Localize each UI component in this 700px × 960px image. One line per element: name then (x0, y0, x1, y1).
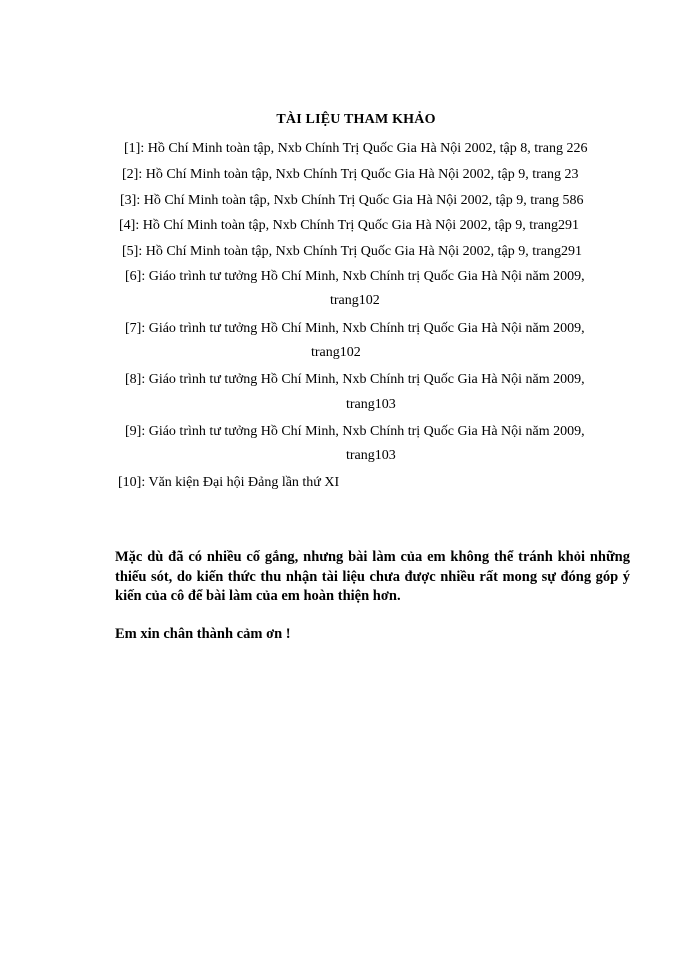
references-heading: TÀI LIỆU THAM KHẢO (276, 112, 436, 127)
reference-10: [10]: Văn kiện Đại hội Đảng lần thứ XI (118, 475, 340, 490)
reference-5: [5]: Hồ Chí Minh toàn tập, Nxb Chính Trị Quốc Gia Hà Nội 2002, tập 9, trang291 (122, 244, 583, 259)
reference-9-continuation: trang103 (346, 448, 396, 463)
reference-9: [9]: Giáo trình tư tưởng Hồ Chí Minh, Nxb Chính trị Quốc Gia Hà Nội năm 2009, (125, 424, 585, 439)
reference-2: [2]: Hồ Chí Minh toàn tập, Nxb Chính Trị Quốc Gia Hà Nội 2002, tập 9, trang 23 (122, 167, 579, 182)
reference-8: [8]: Giáo trình tư tưởng Hồ Chí Minh, Nxb Chính trị Quốc Gia Hà Nội năm 2009, (125, 372, 585, 387)
reference-1: [1]: Hồ Chí Minh toàn tập, Nxb Chính Trị Quốc Gia Hà Nội 2002, tập 8, trang 226 (124, 141, 588, 156)
reference-6-continuation: trang102 (330, 293, 380, 308)
thanks-line: Em xin chân thành cảm ơn ! (115, 626, 291, 642)
reference-3: [3]: Hồ Chí Minh toàn tập, Nxb Chính Trị Quốc Gia Hà Nội 2002, tập 9, trang 586 (120, 193, 584, 208)
reference-8-continuation: trang103 (346, 397, 396, 412)
reference-4: [4]: Hồ Chí Minh toàn tập, Nxb Chính Trị Quốc Gia Hà Nội 2002, tập 9, trang291 (119, 218, 580, 233)
reference-7-continuation: trang102 (311, 345, 361, 360)
reference-6: [6]: Giáo trình tư tưởng Hồ Chí Minh, Nxb Chính trị Quốc Gia Hà Nội năm 2009, (125, 269, 585, 284)
closing-paragraph: Mặc dù đã có nhiều cố gắng, nhưng bài làm của em không thể tránh khỏi những thiếu sót, do kiến thức thu nhận tài liệu chưa được nhiều rất mong sự đóng góp ý kiến của cô để bài làm của em hoàn thiện hơn. (115, 549, 630, 604)
reference-7: [7]: Giáo trình tư tưởng Hồ Chí Minh, Nxb Chính trị Quốc Gia Hà Nội năm 2009, (125, 321, 585, 336)
